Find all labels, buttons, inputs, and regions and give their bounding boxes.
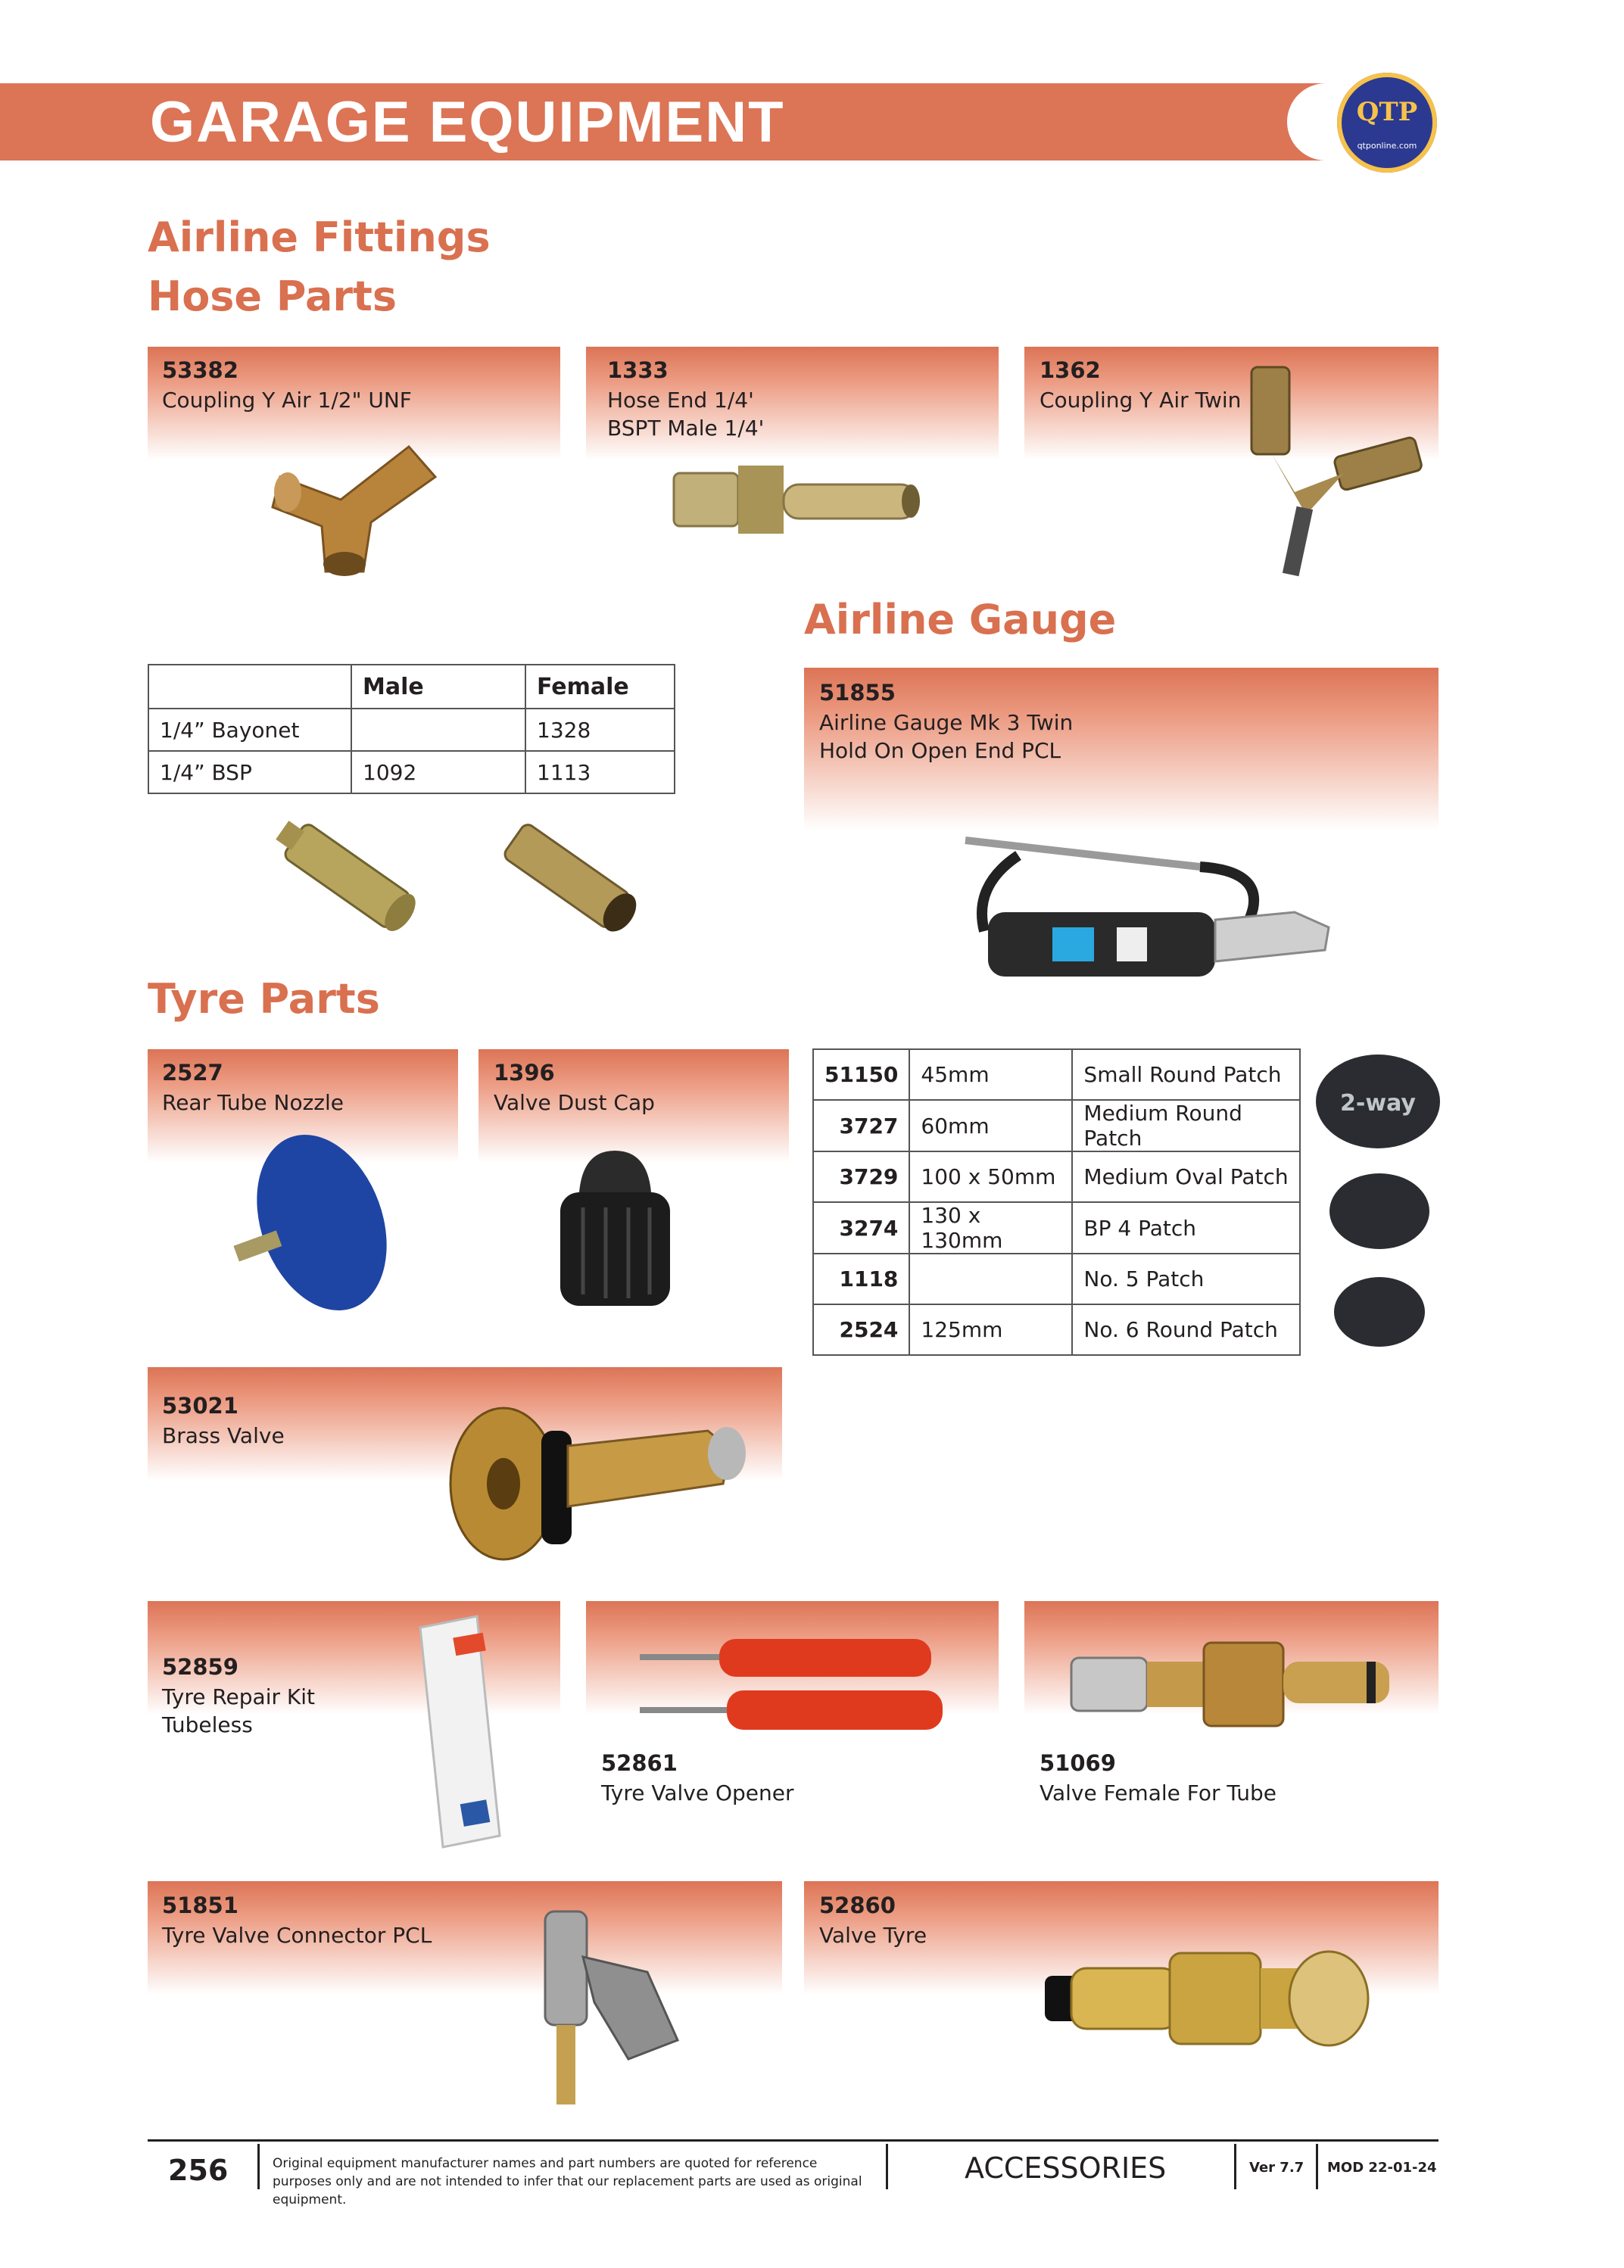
table-cell: 130 x 130mm <box>909 1202 1072 1254</box>
table-cell: BP 4 Patch <box>1072 1202 1300 1254</box>
table-cell: 45mm <box>909 1049 1072 1100</box>
product-description: Valve Tyre <box>819 1923 927 1948</box>
product-code: 1333 <box>607 357 669 383</box>
table-cell: 51150 <box>813 1049 909 1100</box>
patch-label: 2-way <box>1340 1090 1416 1117</box>
table-row <box>813 1254 1300 1304</box>
footer-category: ACCESSORIES <box>965 2151 1167 2185</box>
table-row <box>813 1049 1300 1100</box>
table-cell: No. 5 Patch <box>1072 1254 1300 1304</box>
tyre-valve-connector-image <box>534 1904 685 2112</box>
product-code: 51069 <box>1040 1750 1116 1776</box>
table-row <box>148 751 675 793</box>
table-cell: 100 x 50mm <box>909 1151 1072 1202</box>
table-cell: Medium Round Patch <box>1072 1100 1300 1151</box>
product-code: 51855 <box>819 680 896 706</box>
product-description: Coupling Y Air Twin <box>1040 388 1242 413</box>
product-code: 53382 <box>162 357 238 383</box>
footer-divider <box>257 2144 260 2189</box>
tyre-repair-kit-image <box>416 1612 503 1851</box>
table-header: Male <box>351 665 525 709</box>
page-title: GARAGE EQUIPMENT <box>150 90 785 154</box>
dust-cap-image <box>553 1147 678 1313</box>
product-code: 52860 <box>819 1893 896 1918</box>
table-cell: No. 6 Round Patch <box>1072 1304 1300 1355</box>
section-title-hose-parts: Hose Parts <box>148 273 397 320</box>
section-title-airline-gauge: Airline Gauge <box>804 596 1117 643</box>
table-cell: 1328 <box>525 709 675 751</box>
table-header <box>148 665 351 709</box>
table-cell: 3729 <box>813 1151 909 1202</box>
product-description: Tyre Repair Kit Tubeless <box>162 1684 316 1737</box>
table-cell: 3727 <box>813 1100 909 1151</box>
male-fitting-image <box>269 802 428 946</box>
table-cell: 1/4” BSP <box>148 751 351 793</box>
table-cell: 60mm <box>909 1100 1072 1151</box>
valve-female-image <box>1068 1639 1401 1730</box>
product-code: 53021 <box>162 1393 238 1419</box>
brass-valve-image <box>443 1393 757 1567</box>
fitting-table <box>148 664 675 794</box>
twin-coupling-image <box>1230 363 1435 579</box>
tyre-valve-opener-image <box>636 1631 946 1737</box>
table-cell: Medium Oval Patch <box>1072 1151 1300 1202</box>
section-title-airline-fittings: Airline Fittings <box>148 213 491 261</box>
table-cell: 125mm <box>909 1304 1072 1355</box>
product-code: 1396 <box>494 1060 555 1086</box>
logo-url: qtponline.com <box>1357 141 1417 151</box>
patches-image <box>1310 1048 1442 1355</box>
product-description: Valve Dust Cap <box>494 1090 655 1115</box>
hose-end-image <box>670 454 924 549</box>
table-cell: Small Round Patch <box>1072 1049 1300 1100</box>
footer-mod: MOD 22-01-24 <box>1327 2160 1437 2176</box>
table-header: Female <box>525 665 675 709</box>
product-description: Brass Valve <box>162 1423 285 1448</box>
product-description: Valve Female For Tube <box>1040 1780 1277 1805</box>
product-description: Airline Gauge Mk 3 Twin Hold On Open End PCL <box>819 710 1074 763</box>
page-number: 256 <box>168 2154 229 2187</box>
patch-table <box>812 1048 1301 1356</box>
footer-divider <box>1316 2144 1318 2189</box>
table-cell: 1118 <box>813 1254 909 1304</box>
table-cell: 2524 <box>813 1304 909 1355</box>
table-row <box>813 1151 1300 1202</box>
valve-tyre-image <box>1041 1934 1370 2059</box>
footer-rule <box>148 2139 1439 2142</box>
table-cell: 1092 <box>351 751 525 793</box>
table-cell: 1113 <box>525 751 675 793</box>
footer-version: Ver 7.7 <box>1249 2160 1304 2176</box>
product-code: 1362 <box>1040 357 1101 383</box>
product-code: 52861 <box>601 1750 678 1776</box>
table-cell: 1/4” Bayonet <box>148 709 351 751</box>
table-row <box>813 1202 1300 1254</box>
product-code: 51851 <box>162 1893 238 1918</box>
table-cell: 3274 <box>813 1202 909 1254</box>
table-cell <box>909 1254 1072 1304</box>
table-row <box>148 709 675 751</box>
tube-nozzle-image <box>231 1132 390 1317</box>
table-row <box>813 1304 1300 1355</box>
product-description: Tyre Valve Opener <box>601 1780 794 1805</box>
airline-gauge-image <box>943 825 1340 988</box>
table-cell <box>351 709 525 751</box>
product-description: Tyre Valve Connector PCL <box>162 1923 432 1948</box>
product-description: Hose End 1/4' BSPT Male 1/4' <box>607 388 765 441</box>
product-code: 2527 <box>162 1060 223 1086</box>
table-row <box>813 1100 1300 1151</box>
y-coupling-image <box>257 431 447 587</box>
product-code: 52859 <box>162 1654 238 1680</box>
footer-divider <box>886 2144 888 2189</box>
product-description: Rear Tube Nozzle <box>162 1090 344 1115</box>
section-title-tyre-parts: Tyre Parts <box>148 975 380 1023</box>
female-fitting-image <box>488 802 647 946</box>
logo-text: QTP <box>1356 97 1418 127</box>
footer-divider <box>1234 2144 1236 2189</box>
product-description: Coupling Y Air 1/2" UNF <box>162 388 412 413</box>
footer-disclaimer: Original equipment manufacturer names and part numbers are quoted for reference purposes only and are not intended to infer that our replacement parts are used as original equipment. <box>273 2156 862 2207</box>
